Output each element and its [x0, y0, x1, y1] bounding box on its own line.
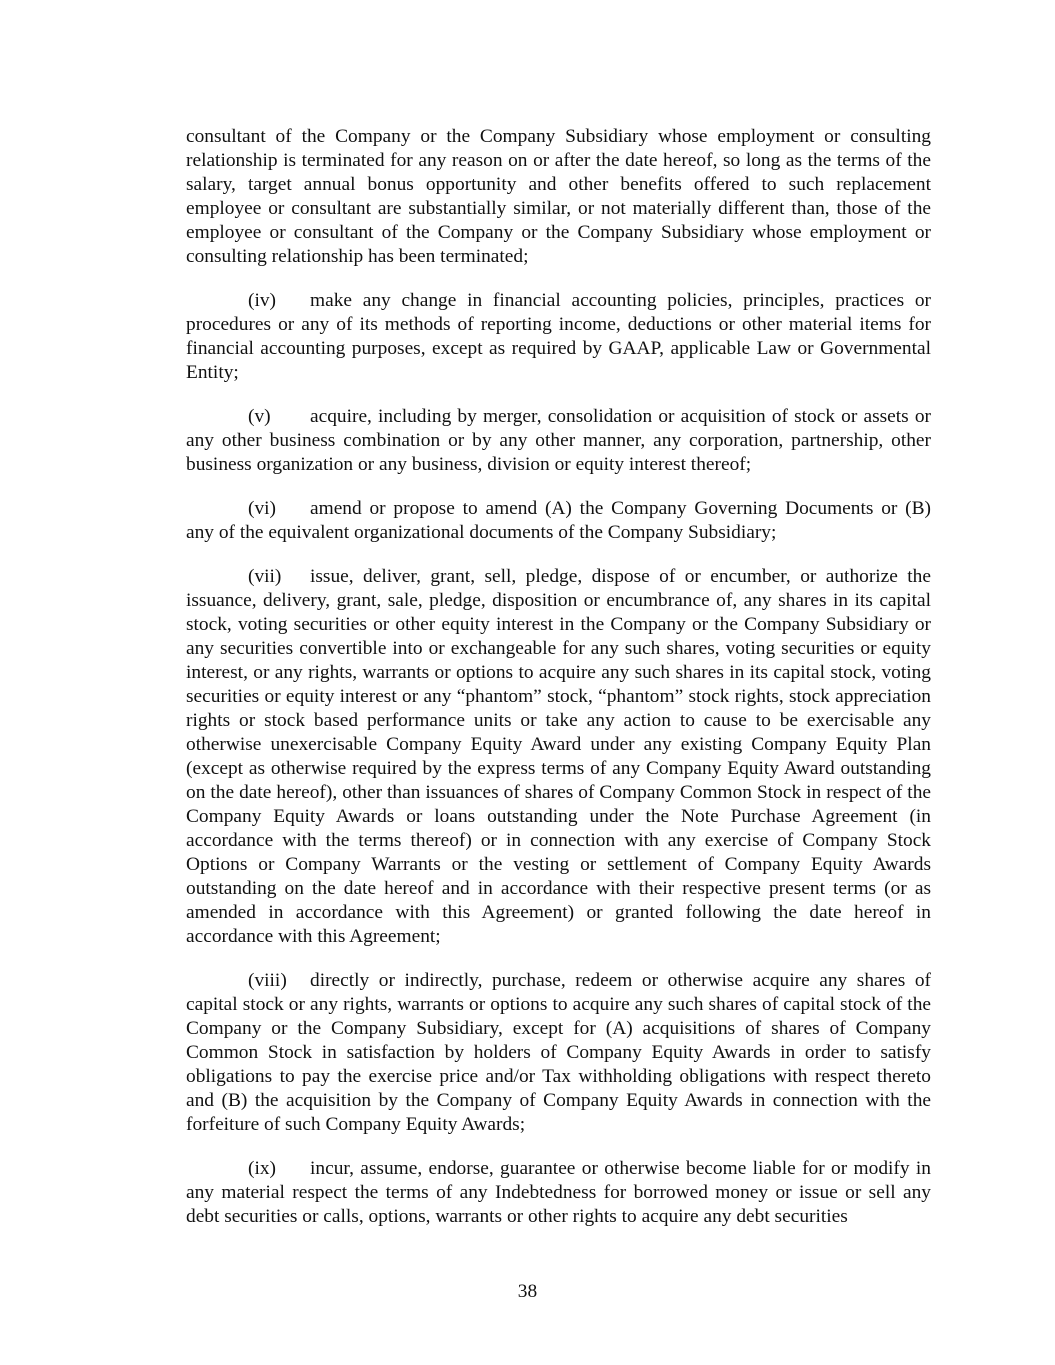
list-item-vii: [186, 565, 931, 949]
document-body: [186, 125, 931, 1249]
list-item-iv: [186, 289, 931, 385]
item-text: make any change in financial accounting policies, principles, practices or procedures or any of its methods of reporting income, deductions or other material items for financial accounting purposes, except as required by GAAP, applicable Law or Governmental Entity;: [186, 290, 931, 383]
item-text: amend or propose to amend (A) the Company Governing Documents or (B) any of the equivalent organizational documents of the Company Subsidiary;: [186, 498, 931, 543]
item-number: (iv): [248, 290, 276, 311]
list-item-ix: [186, 1157, 931, 1229]
item-number: (vii): [248, 566, 282, 587]
item-number: (viii): [248, 970, 287, 991]
continuation-paragraph: consultant of the Company or the Company Subsidiary whose employment or consulting relationship is terminated for any reason on or after the date hereof, so long as the terms of the salary, target annual bonus opportunity and other benefits offered to such replacement employee or consultant are substantially similar, or not materially different than, those of the employee or consultant of the Company or the Company Subsidiary whose employment or consulting relationship has been terminated;: [186, 126, 931, 267]
item-number: (v): [248, 406, 271, 427]
item-text: acquire, including by merger, consolidation or acquisition of stock or assets or any other business combination or by any other manner, any corporation, partnership, other business organization or any business, division or equity interest thereof;: [186, 406, 931, 475]
item-number: (vi): [248, 498, 276, 519]
item-text: incur, assume, endorse, guarantee or otherwise become liable for or modify in any material respect the terms of any Indebtedness for borrowed money or issue or sell any debt securities or calls, options, warrants or other rights to acquire any debt securities: [186, 1158, 931, 1227]
list-item-viii: [186, 969, 931, 1137]
page-number: 38: [517, 1281, 538, 1302]
item-text: issue, deliver, grant, sell, pledge, dispose of or encumber, or authorize the issuance, delivery, grant, sale, pledge, disposition or encumbrance of, any shares in its capital stock, voting securities or other equity interest in the Company or the Company Subsidiary or any securities convertible into or exchangeable for any such shares, voting securities or equity interest, or any rights, warrants or options to acquire any such shares in its capital stock, voting securities or equity interest or any “phantom” stock, “phantom” stock rights, stock appreciation rights or stock based performance units or take any action to cause to be exercisable any otherwise unexercisable Company Equity Award under any existing Company Equity Plan (except as otherwise required by the express terms of any Company Equity Award outstanding on the date hereof), other than issuances of shares of Company Common Stock in respect of the Company Equity Awards or loans outstanding under the Note Purchase Agreement (in accordance with the terms thereof) or in connection with any exercise of Company Stock Options or Company Warrants or the vesting or settlement of Company Equity Awards outstanding on the date hereof and in accordance with their respective present terms (or as amended in accordance with this Agreement) or granted following the date hereof in accordance with this Agreement;: [186, 566, 931, 947]
list-item-v: [186, 405, 931, 477]
list-item-vi: [186, 497, 931, 545]
item-text: directly or indirectly, purchase, redeem or otherwise acquire any shares of capital stock or any rights, warrants or options to acquire any such shares of capital stock of the Company or the Company Subsidiary, except for (A) acquisitions of shares of Company Common Stock in satisfaction by holders of Company Equity Awards in order to satisfy obligations to pay the exercise price and/or Tax withholding obligations with respect thereto and (B) the acquisition by the Company of Company Equity Awards in connection with the forfeiture of such Company Equity Awards;: [186, 970, 931, 1135]
item-number: (ix): [248, 1158, 276, 1179]
